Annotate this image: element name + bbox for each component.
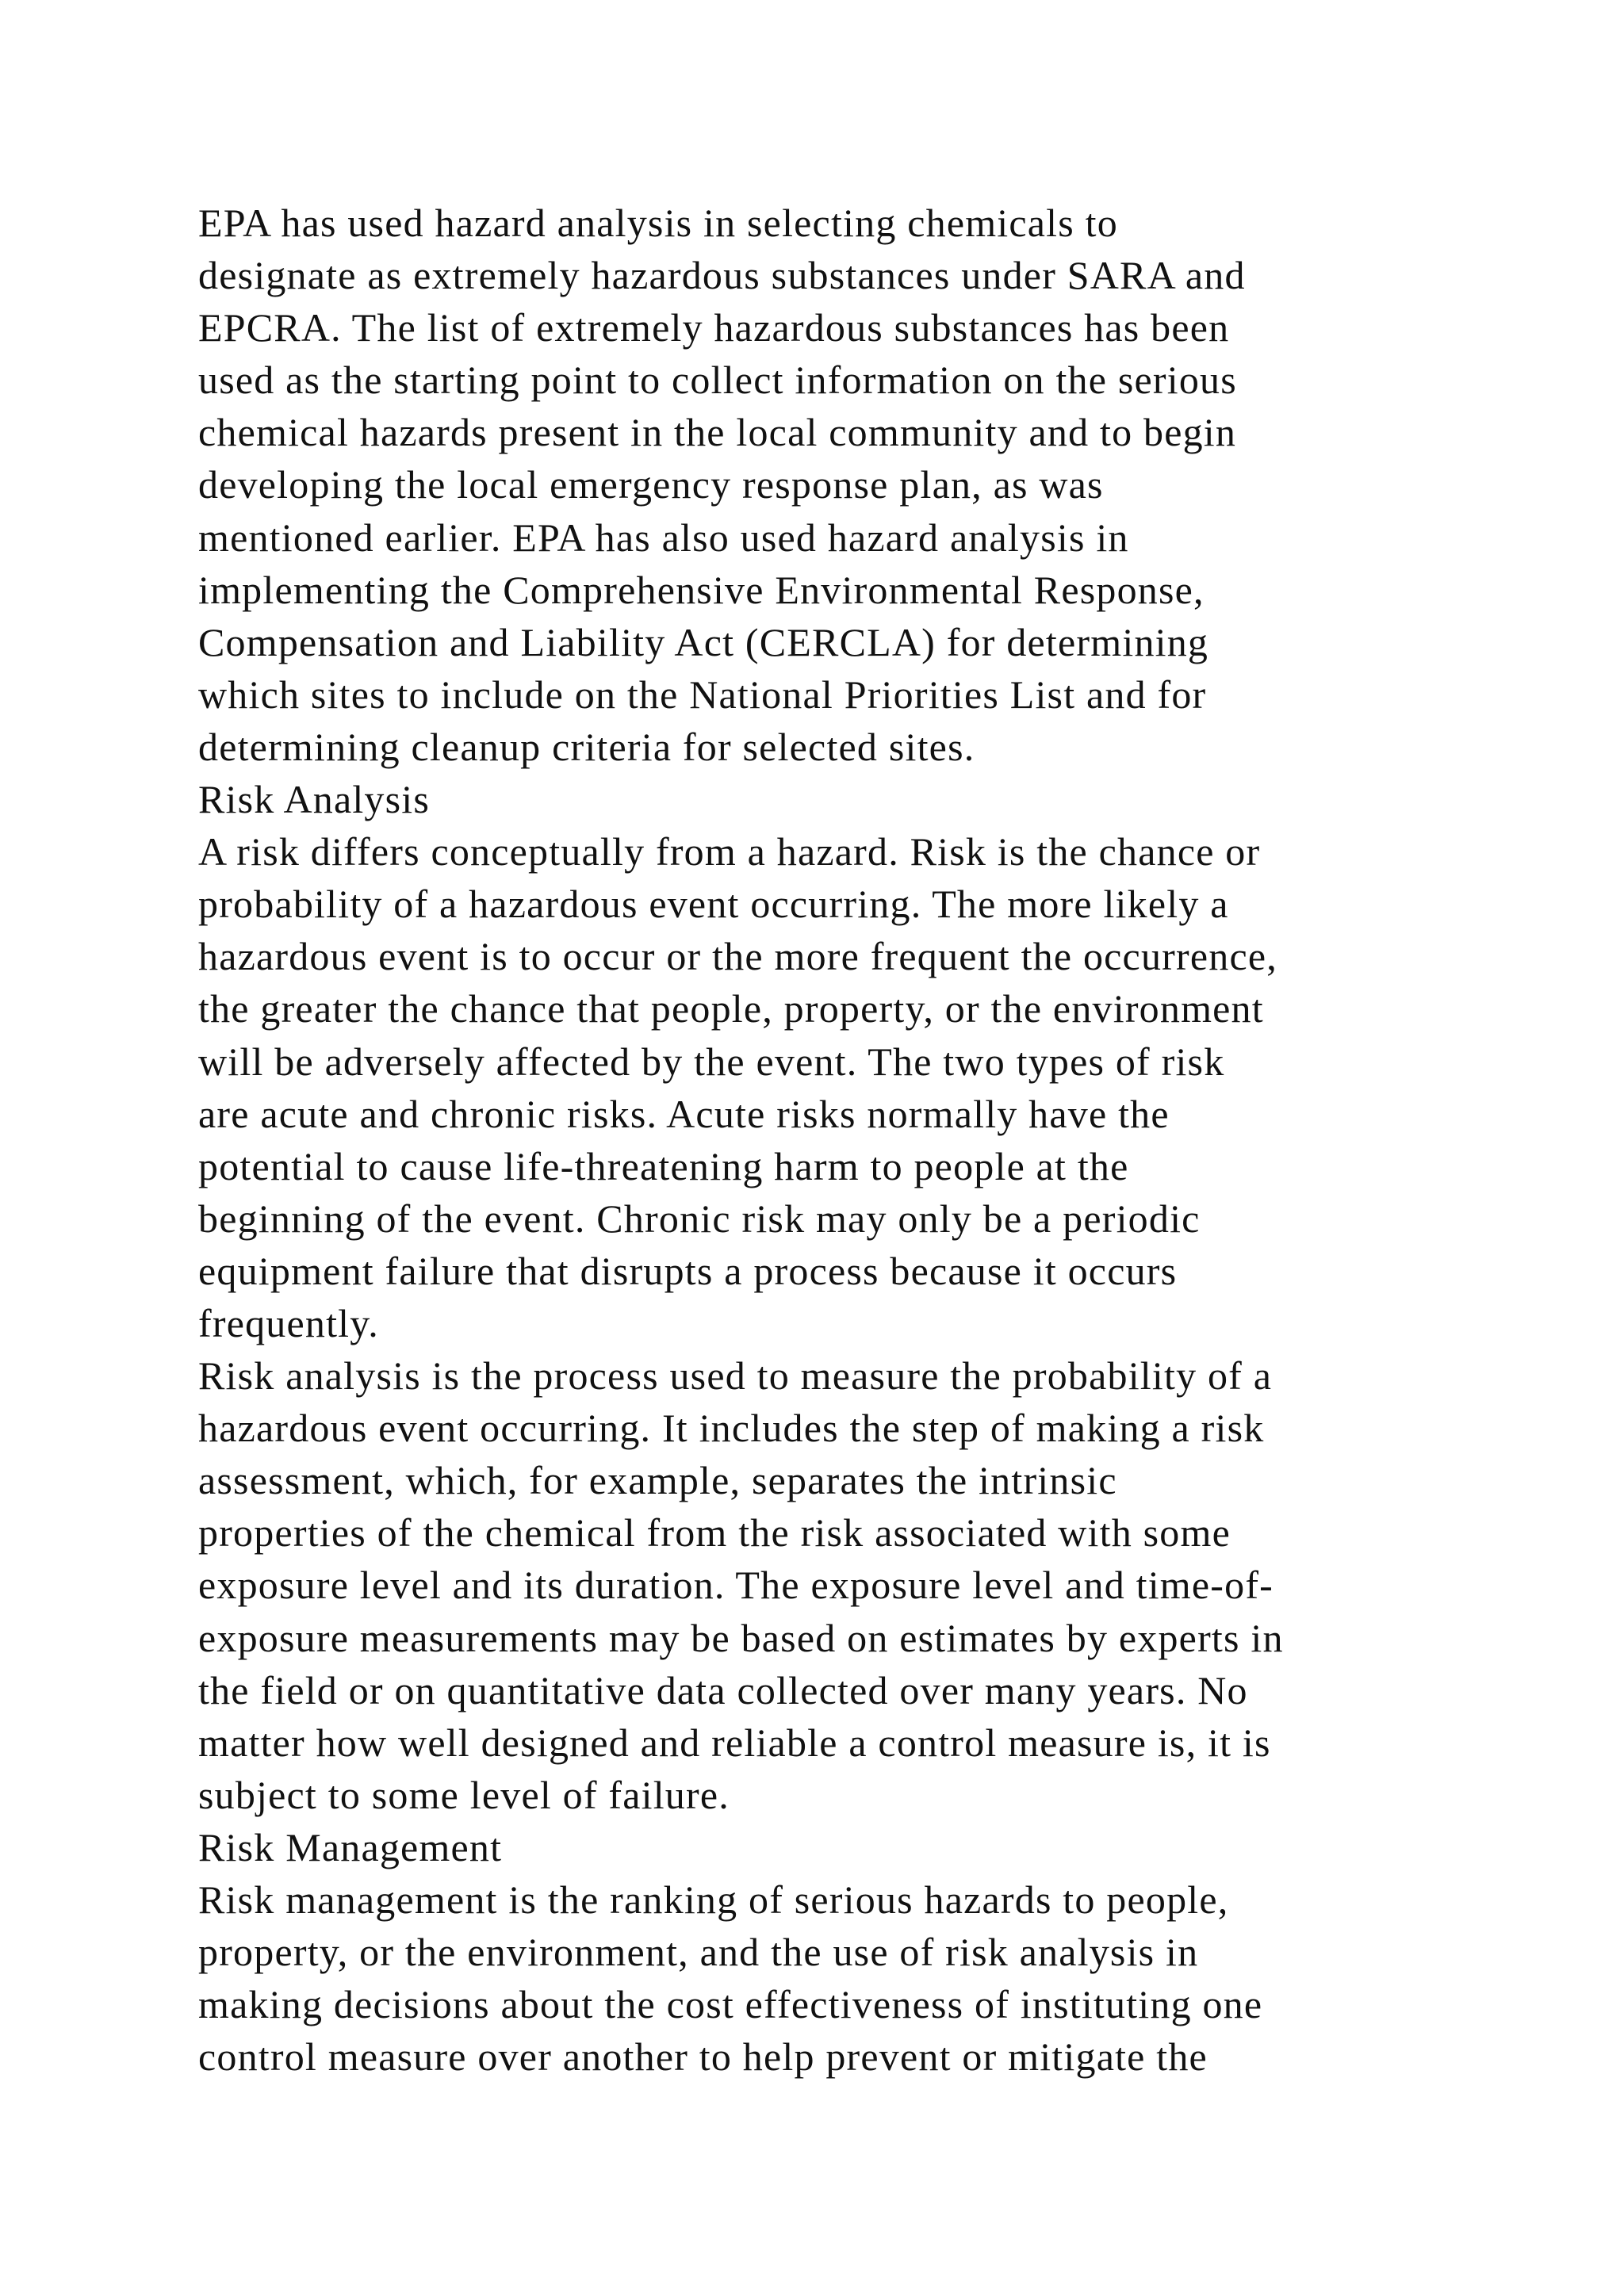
text-line: subject to some level of failure. — [198, 1772, 730, 1817]
text-line: hazardous event is to occur or the more frequent the occurrence, — [198, 934, 1277, 979]
section-heading-risk-analysis: Risk Analysis — [198, 777, 431, 822]
text-line: exposure level and its duration. The exposure level and time-of- — [198, 1563, 1274, 1608]
text-line: control measure over another to help prevent or mitigate the — [198, 2034, 1208, 2080]
text-line: property, or the environment, and the use of risk analysis in — [198, 1930, 1199, 1975]
text-line: the greater the chance that people, property, or the environment — [198, 986, 1264, 1031]
text-line: Risk analysis is the process used to measure the probability of a — [198, 1353, 1273, 1399]
text-line: assessment, which, for example, separates the intrinsic — [198, 1458, 1117, 1503]
text-line: properties of the chemical from the risk associated with some — [198, 1510, 1231, 1556]
text-line: will be adversely affected by the event. The two types of risk — [198, 1039, 1225, 1084]
text-line: EPA has used hazard analysis in selecting chemicals to — [198, 201, 1118, 245]
text-line: implementing the Comprehensive Environmental Response, — [198, 567, 1205, 612]
text-line: Risk management is the ranking of serious hazards to people, — [198, 1877, 1229, 1922]
text-line: frequently. — [198, 1300, 379, 1345]
section-heading-risk-management: Risk Management — [198, 1824, 503, 1869]
text-line: mentioned earlier. EPA has also used hazard analysis in — [198, 515, 1129, 560]
text-line: chemical hazards present in the local community and to begin — [198, 410, 1237, 455]
text-line: A risk differs conceptually from a hazard. Risk is the chance or — [198, 829, 1261, 874]
text-line: Compensation and Liability Act (CERCLA) for determining — [198, 619, 1209, 664]
document-body — [198, 197, 1499, 2083]
text-line: potential to cause life-threatening harm to people at the — [198, 1143, 1129, 1188]
text-line: determining cleanup criteria for selected sites. — [198, 724, 975, 769]
text-line: are acute and chronic risks. Acute risks normally have the — [198, 1091, 1170, 1136]
text-line: used as the starting point to collect information on the serious — [198, 358, 1237, 403]
text-line: exposure measurements may be based on estimates by experts in — [198, 1615, 1284, 1660]
text-line: probability of a hazardous event occurring. The more likely a — [198, 882, 1229, 927]
text-line: designate as extremely hazardous substances under SARA and — [198, 253, 1246, 298]
text-line: equipment failure that disrupts a process because it occurs — [198, 1248, 1178, 1293]
text-line: the field or on quantitative data collected over many years. No — [198, 1667, 1248, 1712]
text-line: making decisions about the cost effectiveness of instituting one — [198, 1982, 1263, 2027]
text-line: which sites to include on the National Priorities List and for — [198, 672, 1207, 717]
text-line: matter how well designed and reliable a control measure is, it is — [198, 1720, 1271, 1765]
text-line: hazardous event occurring. It includes the step of making a risk — [198, 1406, 1265, 1451]
text-line: EPCRA. The list of extremely hazardous substances has been — [198, 305, 1230, 350]
text-line: developing the local emergency response plan, as was — [198, 462, 1104, 507]
text-line: beginning of the event. Chronic risk may only be a periodic — [198, 1196, 1201, 1241]
